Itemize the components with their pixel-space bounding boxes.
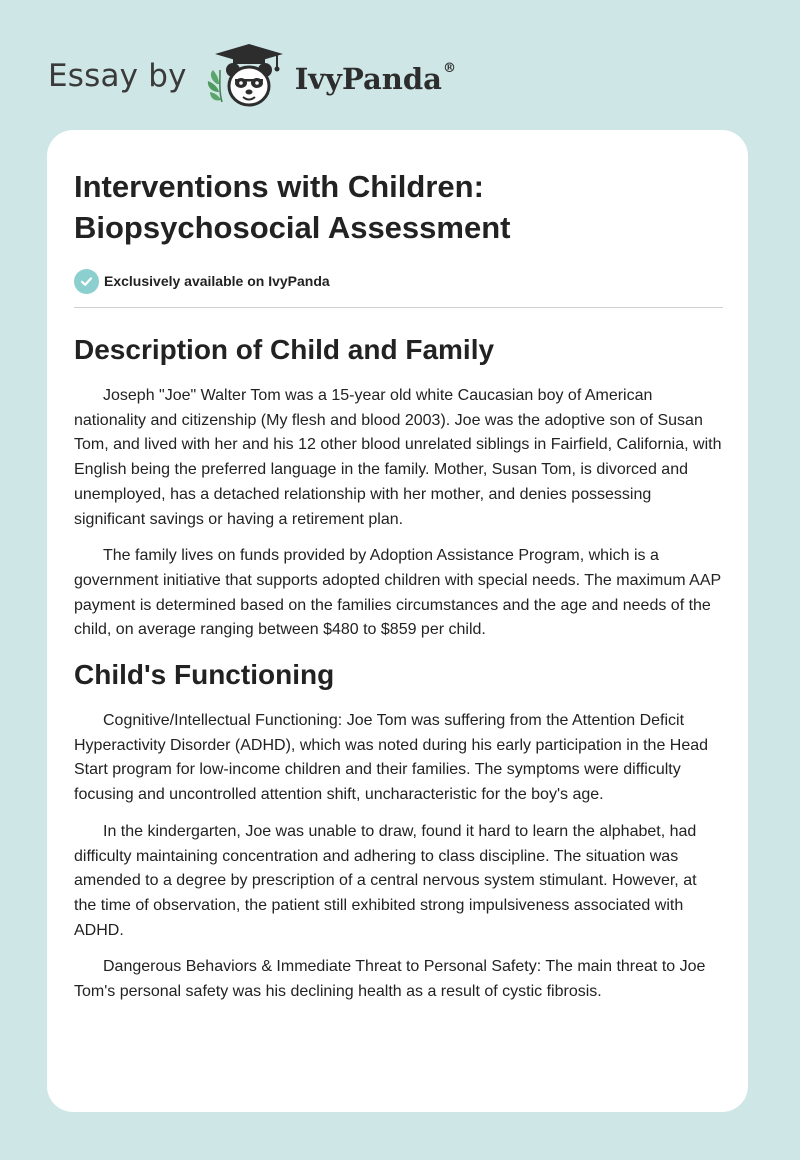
ivy-leaf-icon — [208, 70, 222, 102]
essay-content — [74, 166, 723, 1017]
essay-title-line-1: Interventions with Children: — [74, 169, 484, 204]
exclusive-badge — [74, 268, 723, 294]
check-circle-icon — [74, 269, 99, 294]
brand-text: IvyPanda — [294, 62, 442, 96]
brand-name[interactable] — [295, 62, 456, 96]
paragraph: Cognitive/Intellectual Functioning: Joe Tom was suffering from the Attention Deficit Hyperactivity Disorder (ADHD), which was noted during his early participation in the Head Start program for low-income children and their families. The symptoms were difficulty focusing and uncontrolled attention shift, uncharacteristic for the boy's age. — [74, 712, 709, 804]
essay-by-label: Essay by — [48, 58, 187, 94]
paragraph: Joseph "Joe" Walter Tom was a 15-year old white Caucasian boy of American nationality and citizenship (My flesh and blood 2003). Joe was the adoptive son of Susan Tom, and lived with her and his 12 other blood unrelated siblings in Fairfield, California, with English being the preferred language in the family. Mother, Susan Tom, is divorced and unemployed, has a detached relationship with her mother, and denies possessing significant savings or having a retirement plan. — [74, 387, 722, 528]
paragraph: The family lives on funds provided by Adoption Assistance Program, which is a government initiative that supports adopted children with special needs. The maximum AAP payment is determined based on the families circumstances and the age and needs of the child, on average ranging between $480 to $859 per child. — [74, 547, 721, 639]
essay-title — [74, 166, 723, 248]
section-heading: Child's Functioning — [74, 659, 335, 691]
paragraph: Dangerous Behaviors & Immediate Threat to Personal Safety: The main threat to Joe Tom's personal safety was his declining health as a result of cystic fibrosis. — [74, 958, 706, 1001]
essay-card — [47, 130, 748, 1112]
registered-mark: ® — [442, 61, 456, 77]
site-header — [48, 36, 456, 116]
ivypanda-logo-icon[interactable] — [203, 40, 289, 112]
essay-title-line-2: Biopsychosocial Assessment — [74, 210, 511, 245]
title-divider — [74, 307, 723, 308]
paragraph: In the kindergarten, Joe was unable to draw, found it hard to learn the alphabet, had difficulty maintaining concentration and adhering to class discipline. The situation was amended to a degree by prescription of a central nervous system stimulant. However, at the time of observation, the patient still exhibited strong impulsiveness associated with ADHD. — [74, 822, 697, 939]
section-heading: Description of Child and Family — [74, 334, 495, 365]
exclusive-badge-label: Exclusively available on IvyPanda — [104, 273, 330, 289]
